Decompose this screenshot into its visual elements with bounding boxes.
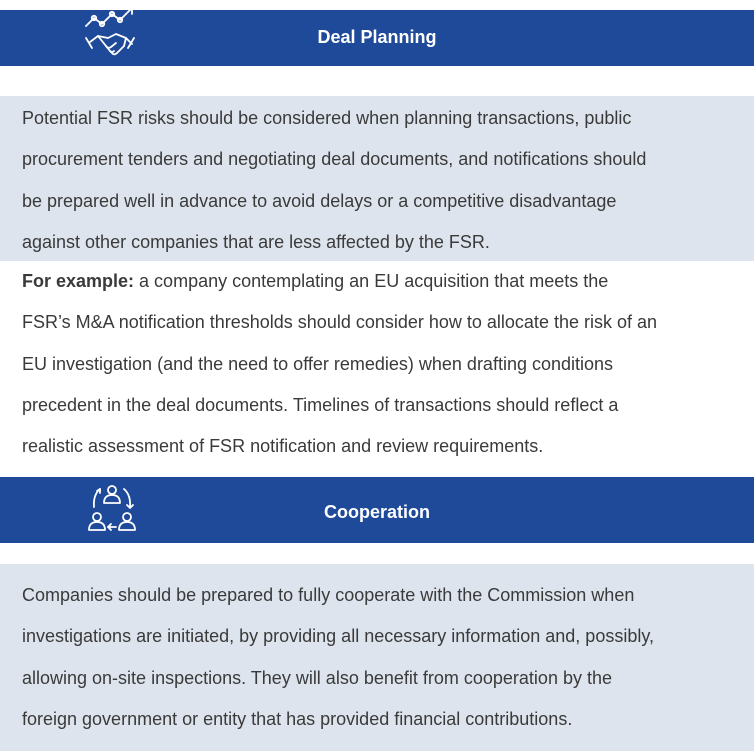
body-paragraph [0, 96, 754, 263]
cooperation-header [0, 477, 754, 543]
example-label: For example: [22, 271, 135, 291]
body-line: Companies should be prepared to fully cooperate with the Commission when [22, 585, 635, 605]
section-title: Deal Planning [317, 27, 437, 47]
example-paragraph [0, 261, 754, 467]
example-line-first [22, 271, 608, 291]
example-line: realistic assessment of FSR notification and review requirements. [22, 436, 544, 457]
example-line: precedent in the deal documents. Timelines of transactions should reflect a [22, 394, 619, 415]
body-paragraph [0, 564, 754, 740]
cooperation-body [0, 564, 754, 751]
body-line: foreign government or entity that has provided financial contributions. [22, 708, 573, 729]
body-line: Potential FSR risks should be considered when planning transactions, public [22, 108, 632, 128]
body-line: be prepared well in advance to avoid delays or a competitive disadvantage [22, 190, 617, 211]
section-title: Cooperation [324, 502, 430, 522]
deal-planning-body [0, 96, 754, 261]
deal-planning-example [0, 261, 754, 467]
example-line: FSR’s M&A notification thresholds should consider how to allocate the risk of an [22, 312, 658, 333]
deal-planning-header [0, 10, 754, 66]
body-line: against other companies that are less affected by the FSR. [22, 231, 490, 252]
body-line: allowing on-site inspections. They will also benefit from cooperation by the [22, 667, 612, 688]
body-line: investigations are initiated, by providing all necessary information and, possibly, [22, 626, 655, 647]
example-line: a company contemplating an EU acquisition that meets the [134, 271, 609, 291]
body-line: procurement tenders and negotiating deal documents, and notifications should [22, 149, 647, 170]
example-line: EU investigation (and the need to offer remedies) when drafting conditions [22, 353, 614, 374]
